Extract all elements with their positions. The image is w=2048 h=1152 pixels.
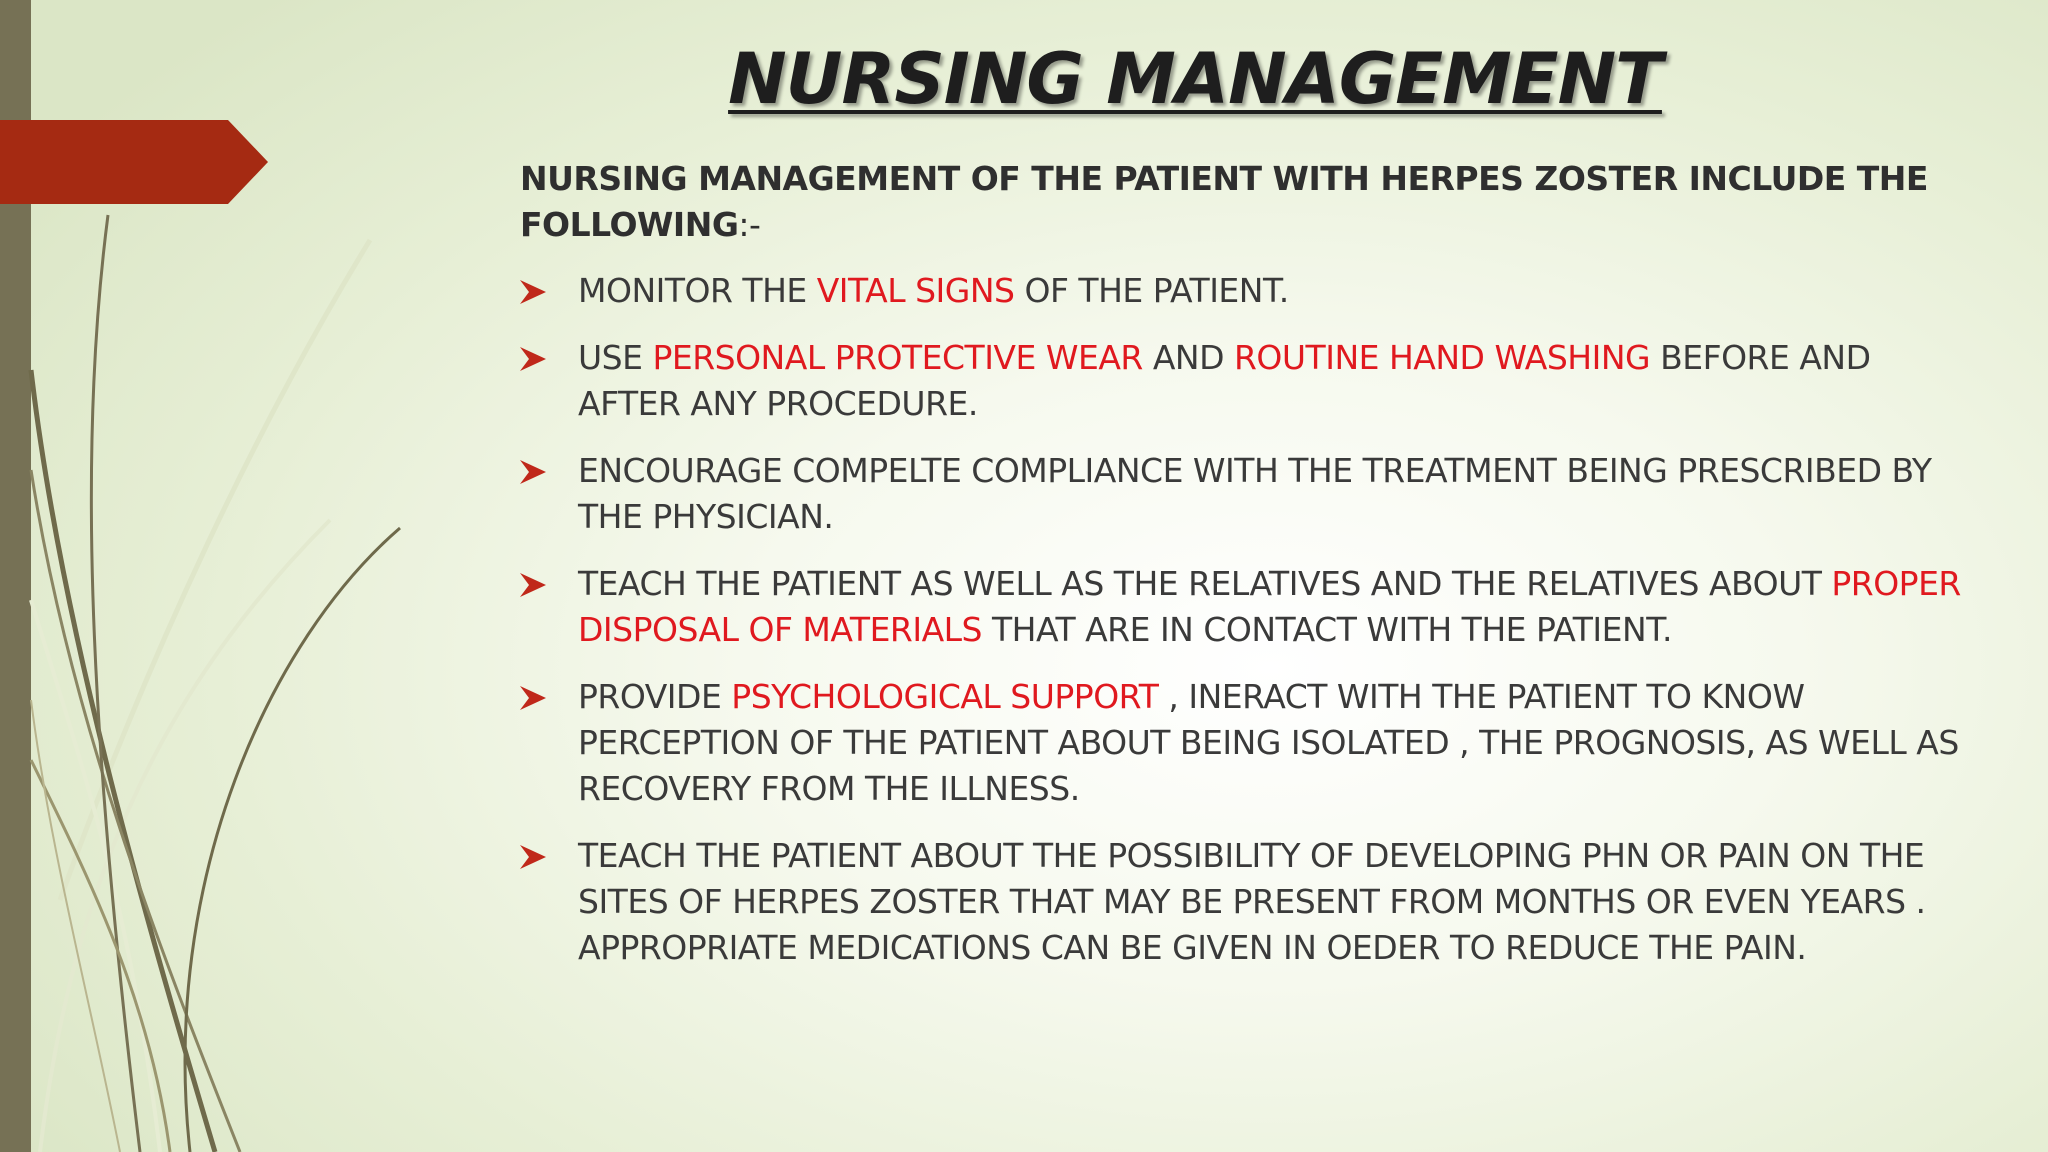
bullet-item (520, 448, 1980, 540)
bullet-text: AND (1142, 338, 1234, 377)
highlighted-text: PERSONAL PROTECTIVE WEAR (652, 338, 1143, 377)
bullet-text: OF THE PATIENT. (1014, 271, 1289, 310)
arrow-bullet-icon (520, 347, 546, 371)
bullet-item (520, 335, 1980, 427)
bullet-item (520, 833, 1980, 971)
arrow-bullet-icon (520, 460, 546, 484)
intro-bold: NURSING MANAGEMENT OF THE PATIENT WITH HERPES ZOSTER INCLUDE THE FOLLOWING (520, 159, 1928, 244)
bullet-item (520, 268, 1980, 314)
bullet-item (520, 674, 1980, 812)
highlighted-text: PROPER DISPOSAL OF MATERIALS (578, 564, 1961, 649)
bullet-text: TEACH THE PATIENT ABOUT THE POSSIBILITY OF DEVELOPING PHN OR PAIN ON THE SITES OF HERPES ZOSTER THAT MAY BE PRESENT FROM MONTHS OR EVEN YEARS . APPROPRIATE MEDICATIONS CAN BE GIVEN IN OEDER TO REDUCE THE PAIN. (578, 836, 1926, 967)
highlighted-text: PSYCHOLOGICAL SUPPORT (731, 677, 1159, 716)
bullet-text: PROVIDE (578, 677, 732, 716)
bullet-list (520, 268, 1980, 971)
intro-suffix: :- (738, 205, 761, 244)
bullet-text: ENCOURAGE COMPELTE COMPLIANCE WITH THE TREATMENT BEING PRESCRIBED BY THE PHYSICIAN. (578, 451, 1932, 536)
intro-text (520, 156, 1980, 248)
arrow-bullet-icon (520, 845, 546, 869)
bullet-text: MONITOR THE (578, 271, 817, 310)
bullet-item (520, 561, 1980, 653)
bullet-text: THAT ARE IN CONTACT WITH THE PATIENT. (981, 610, 1672, 649)
slide-content (520, 156, 1980, 992)
highlighted-text: VITAL SIGNS (816, 271, 1015, 310)
arrow-bullet-icon (520, 573, 546, 597)
grass-decoration (0, 0, 420, 1152)
arrow-bullet-icon (520, 280, 546, 304)
highlighted-text: ROUTINE HAND WASHING (1234, 338, 1651, 377)
bullet-text: USE (578, 338, 653, 377)
bullet-text: BEFORE AND AFTER ANY PROCEDURE. (578, 338, 1871, 423)
arrow-bullet-icon (520, 686, 546, 710)
bullet-text: TEACH THE PATIENT AS WELL AS THE RELATIVES AND THE RELATIVES ABOUT (578, 564, 1832, 603)
bullet-text: , INERACT WITH THE PATIENT TO KNOW PERCEPTION OF THE PATIENT ABOUT BEING ISOLATED , THE PROGNOSIS, AS WELL AS RECOVERY FROM THE ILLNESS. (578, 677, 1959, 808)
slide-title: NURSING MANAGEMENT (728, 38, 1662, 120)
